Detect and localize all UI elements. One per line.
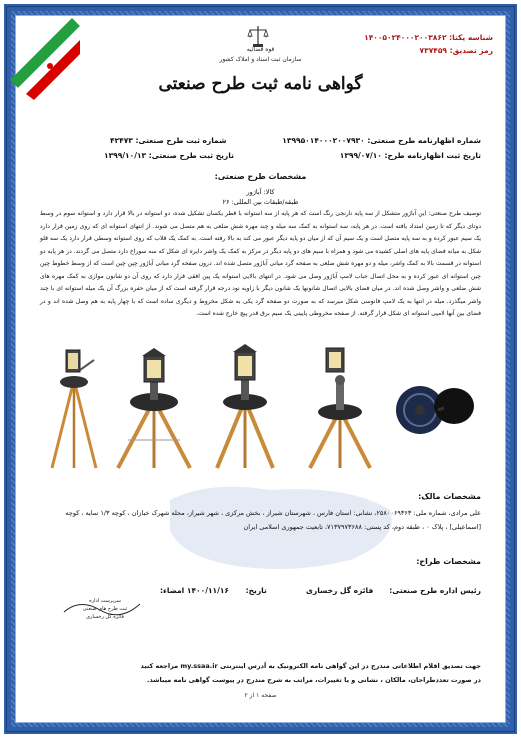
date-row [160, 586, 267, 595]
date-value: ۱۴۰۰/۱۱/۱۶ [186, 586, 229, 595]
design-number-value: ۴۲۴۷۳ [110, 136, 133, 145]
page-number: صفحه ۱ از ۲ [244, 692, 277, 699]
verify-code-value: ۷۳۷۴۵۹ [419, 46, 448, 55]
design-view-3 [205, 340, 285, 470]
organization-label: سازمان ثبت اسناد و املاک کشور [219, 56, 302, 63]
international-class: طبقه/طبقات بین المللی: ۲۶ [222, 198, 299, 206]
declaration-date-label: تاریخ ثبت اظهارنامه طرح: [384, 151, 481, 160]
signature-label: امضاء: [160, 586, 185, 595]
specs-heading: مشخصات طرح صنعتی: [214, 172, 307, 181]
product-name: کالا: آباژور [246, 188, 275, 196]
owner-heading: مشخصات مالک: [418, 492, 481, 501]
declaration-number-row [282, 136, 481, 145]
design-date-value: ۱۳۹۹/۱۰/۱۳ [104, 151, 147, 160]
svg-text:سرپرست اداره: سرپرست اداره [89, 598, 121, 604]
design-number-label: شماره ثبت طرح صنعتی: [135, 136, 227, 145]
national-id-value: ۱۴۰۰۵۰۲۴۰۰۰۲۰۰۳۸۶۲ [364, 33, 447, 42]
design-date-label: تاریخ ثبت طرح صنعتی: [148, 151, 234, 160]
national-id-label: شناسه یکتا: [449, 33, 493, 42]
design-view-4 [300, 340, 380, 470]
judiciary-label: قوه قضائیه [246, 46, 275, 53]
declaration-date-row [340, 151, 481, 160]
official-stamp [60, 592, 150, 626]
owner-details: علی مرادی، شماره ملی: ۲۵۸۰۰۶۹۳۶۳، نشانی: استان فارس ، شهرستان شیراز ، بخش مرکزی ، شهر شیراز، محله شهرک خبازان ، کوچه ۱/۳ سایه ، کوچه [اسماعیلی] ، پلاک ۰ ، طبقه دوم، کد پستی: ۷۱۳۷۹۷۳۶۸۸، تابعیت جمهوری اسلامی ایران [65, 509, 481, 531]
head-row [389, 586, 481, 595]
date-label: تاریخ: [245, 586, 267, 595]
svg-text:فائزه گل رخساری: فائزه گل رخساری [86, 614, 124, 620]
certificate-title: گواهی نامه ثبت طرح صنعتی [158, 74, 363, 94]
multiple-owners-note-text: در صورت تعددطراحان، مالکان ، نشانی و یا تغییرات، مراتب به شرح مندرج در پیوست گواهی نامه میباشد. [146, 676, 481, 684]
design-number-row [110, 136, 226, 145]
national-id-row [364, 33, 493, 42]
design-view-1 [46, 340, 102, 470]
svg-text:ثبت طرح های صنعتی: ثبت طرح های صنعتی [82, 606, 128, 612]
verify-code-label: رمز تصدیق: [449, 46, 493, 55]
declaration-number-value: ۱۳۹۹۵۰۱۴۰۰۰۲۰۰۷۹۳۰ [282, 136, 365, 145]
declaration-date-value: ۱۳۹۹/۰۷/۱۰ [339, 151, 382, 160]
design-view-top [392, 370, 478, 450]
head-label: رئیس اداره طرح صنعتی: [389, 586, 481, 595]
verify-note-text: جهت تصدیق اقلام اطلاعاتی مندرج در این گواهی نامه الکترونیک به آدرس اینترنتی my.ssaa.ir مراجعه کنید [140, 662, 481, 670]
multiple-owners-note [147, 676, 481, 684]
design-date-row [104, 151, 234, 160]
design-description: توصیف طرح صنعتی: این آباژور متشکل از سه پایه نارنجی رنگ است که هر پایه از سه استوانه با قطر یکسان تشکیل شده، دو استوانه در بالا قرار دارد و استوانه سوم در وسط دوتای دیگر که تا زمین امتداد یافته است. در هر پایه، سه استوانه به کمک سه میله و چند مهره شش ضلعی به هم متصل می شوند. از انتهای استوانه ای که روی زمین قرار دارد یک سیم عبور کرده و به سه پایه متصل است و یک سیم آن که از میان دو پایه دیگر عبور می کند به بالا رفته است. به کمک یک قلاب که روی استوانه وسطی قرار دارد یک سه قلو شکل به میانه فضای پایه های اصلی کشیده می شود و همراه با سیم های دو پایه دیگر در مرکز به کمک یک واشر دایره ای شکل که سه سوراخ دارد متصل می گردند. در هر پایه دو استوانه در قسمت بالا به کمک واشر، میله و دو مهره شش ضلعی به صفحه گرد میانی آباژور متصل شده اند. درون صفحه گرد میانی آباژور چپن چین است که از وسط خطوط چین چین استوانه ای عبور کرده و به محل اتصال حباب لامپ آباژور وصل می شود. در انتهای بالایی استوانه یک پین افقی قرار دارد که روی آن دو شانون موازی به کمک مهره های شش ضلعی و واشر وصل شده اند. در میان فضای بالایی اتصال شانونها یک شانون دیگر با زاویه نود درجه قرار گرفته است که از میان حفره بزرگ آن یک میله استوانه ای با چند واشر میگذرد. میله در انتها به یک لامپ فانوسی شکل میرسد که به صورت دو صفحه گرد یکی به شکل مخروط و دیگری ساده است که با چهار پایه به هم وصل شده اند و در فضای بین آنها لامپی استوانه ای شکل قرار گرفته. از صفحه مخروطی پایینی یک سیم برق قدر پیچ خارج شده است. [40, 210, 481, 317]
design-view-2 [108, 340, 200, 470]
declaration-number-label: شماره اظهارنامه طرح صنعتی: [367, 136, 481, 145]
head-name: فائزه گل رخساری [306, 586, 374, 595]
verify-note [140, 662, 481, 670]
designer-heading: مشخصات طراح: [416, 557, 481, 566]
